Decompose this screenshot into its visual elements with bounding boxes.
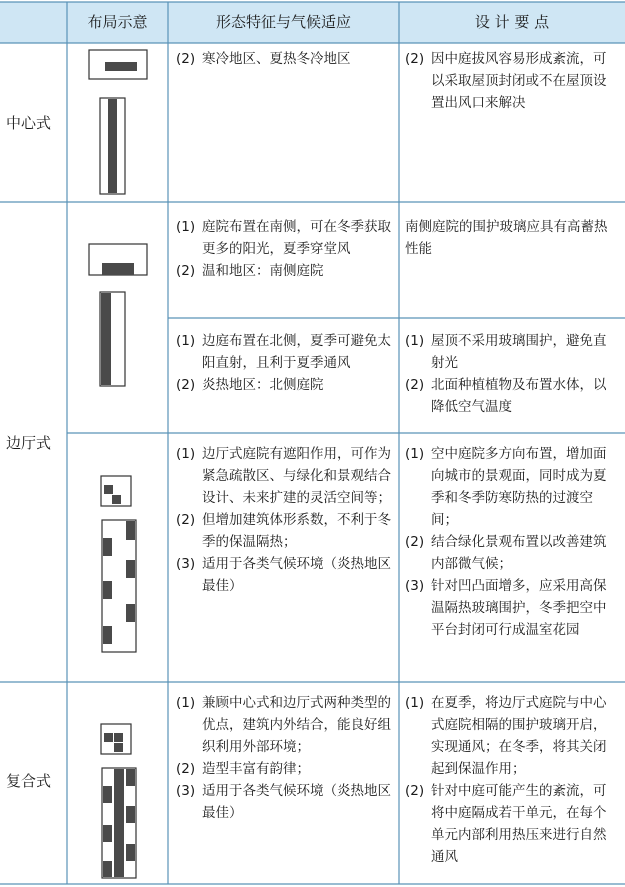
side-sky-design bbox=[405, 443, 619, 641]
sky-plan-block-2 bbox=[112, 495, 121, 504]
header-col4: 设 计 要 点 bbox=[474, 13, 550, 31]
central-plan-atrium bbox=[105, 62, 137, 71]
north-design-2: (2) 北面种植植物及布置水体，以降低空气温度 bbox=[405, 377, 607, 415]
composite-section-block-6 bbox=[103, 861, 112, 877]
sky-feature-3: (3) 适用于各类气候环境（炎热地区最佳） bbox=[176, 556, 391, 594]
composite-section-block-4 bbox=[103, 825, 112, 842]
sky-section-block-4 bbox=[103, 581, 112, 599]
row-label-composite: 复合式 bbox=[6, 772, 52, 790]
south-feature-1: (1) 庭院布置在南侧，可在冬季获取更多的阳光，夏季穿堂风 bbox=[176, 219, 391, 257]
south-design-text: 南侧庭院的围护玻璃应具有高蓄热性能 bbox=[405, 219, 608, 257]
header-col2: 布局示意 bbox=[87, 13, 148, 31]
composite-design-1: (1) 在夏季，将边厅式庭院与中心式庭院相隔的围护玻璃开启，实现通风；在冬季，将其关闭起到保温作用； bbox=[405, 695, 607, 777]
composite-plan-block-1 bbox=[104, 733, 113, 742]
central-section-atrium bbox=[108, 99, 117, 193]
composite-section-block-5 bbox=[126, 844, 135, 861]
sky-design-2: (2) 结合绿化景观布置以改善建筑内部微气候； bbox=[405, 534, 607, 572]
side-south-features bbox=[176, 216, 394, 282]
sky-section-block-6 bbox=[103, 626, 112, 644]
composite-feature-3: (3) 适用于各类气候环境（炎热地区最佳） bbox=[176, 783, 391, 821]
composite-section-block-3 bbox=[126, 806, 135, 823]
sky-section-block-5 bbox=[126, 604, 135, 622]
composite-design-2: (2) 针对中庭可能产生的紊流，可将中庭隔成若干单元，在每个单元内部利用热压来进行自然通风 bbox=[405, 783, 607, 865]
central-feature-2: (2) 寒冷地区、夏热冬冷地区 bbox=[176, 51, 351, 67]
composite-features bbox=[176, 692, 394, 824]
sky-feature-1: (1) 边厅式庭院有遮阳作用，可作为紧急疏散区、与绿化和景观结合设计、未来扩建的灵活空间等； bbox=[176, 446, 391, 506]
row-label-central: 中心式 bbox=[6, 114, 52, 132]
central-features bbox=[176, 48, 394, 70]
central-design bbox=[405, 48, 619, 114]
side-south-layout-diagram bbox=[88, 238, 152, 390]
north-feature-1: (1) 边庭布置在北侧，夏季可避免太阳直射，且利于夏季通风 bbox=[176, 333, 391, 371]
sky-design-3: (3) 针对凹凸面增多，应采用高保温隔热玻璃围护，冬季把空中平台封闭可行成温室花园 bbox=[405, 578, 607, 638]
row-label-side: 边厅式 bbox=[6, 434, 52, 452]
side-sky-features bbox=[176, 443, 394, 597]
composite-plan-block-3 bbox=[114, 743, 123, 752]
south-feature-2: (2) 温和地区：南侧庭院 bbox=[176, 263, 324, 279]
central-design-2: (2) 因中庭拔风容易形成紊流，可以采取屋顶封闭或不在屋顶设置出风口来解决 bbox=[405, 51, 607, 111]
sky-section-block-3 bbox=[126, 560, 135, 578]
side-north-design bbox=[405, 330, 619, 418]
composite-feature-1: (1) 兼顾中心式和边厅式两种类型的优点，建筑内外结合，能良好组织利用外部环境； bbox=[176, 695, 391, 755]
sky-design-1: (1) 空中庭院多方向布置，增加面向城市的景观面，同时成为夏季和冬季防寒防热的过渡空间； bbox=[405, 446, 607, 528]
side-north-features bbox=[176, 330, 394, 396]
composite-layout-diagram bbox=[95, 722, 145, 882]
composite-plan-block-2 bbox=[114, 733, 123, 742]
header-col3: 形态特征与气候适应 bbox=[215, 13, 351, 31]
north-design-1: (1) 屋顶不采用玻璃围护，避免直射光 bbox=[405, 333, 607, 371]
south-section-court bbox=[101, 293, 111, 385]
composite-design bbox=[405, 692, 619, 868]
sky-section-block-2 bbox=[103, 538, 112, 556]
composite-section-block-2 bbox=[103, 786, 112, 803]
side-sky-layout-diagram bbox=[95, 468, 145, 658]
composite-section-core bbox=[114, 769, 124, 877]
side-south-design bbox=[405, 216, 619, 260]
composite-feature-2: (2) 造型丰富有韵律； bbox=[176, 761, 310, 777]
north-feature-2: (2) 炎热地区：北侧庭院 bbox=[176, 377, 324, 393]
sky-feature-2: (2) 但增加建筑体形系数，不利于冬季的保温隔热； bbox=[176, 512, 391, 550]
sky-plan-block-1 bbox=[104, 485, 113, 494]
central-layout-diagram bbox=[88, 48, 152, 198]
composite-section-block-1 bbox=[126, 769, 135, 786]
sky-section-block-1 bbox=[126, 521, 135, 540]
south-plan-court bbox=[102, 263, 134, 275]
